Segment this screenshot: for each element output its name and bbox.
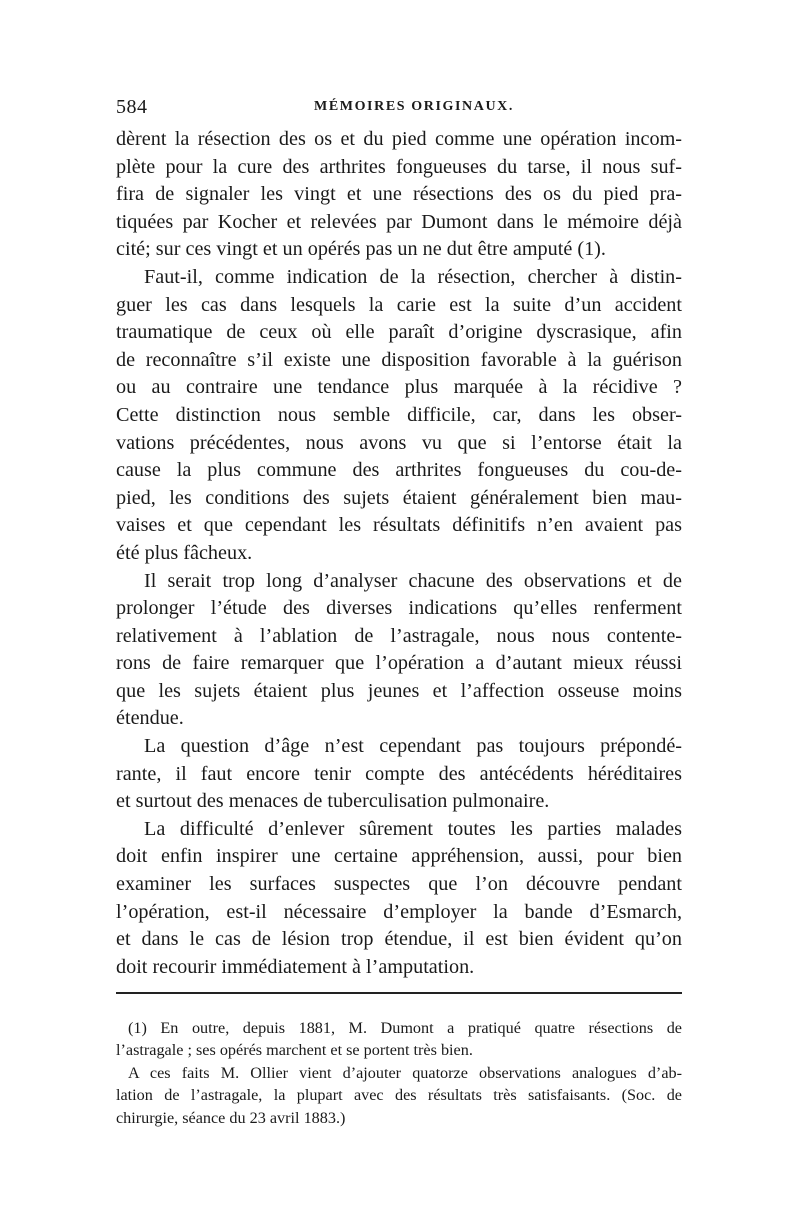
- text-line: vaises et que cependant les résultats définitifs n’en avaient pas: [116, 514, 682, 537]
- text-line: dèrent la résection des os et du pied comme une opération incom-: [116, 128, 682, 150]
- text-line: La question d’âge n’est cependant pas toujours prépondé-: [144, 735, 682, 758]
- text-line: ou au contraire une tendance plus marquée à la récidive ?: [116, 376, 682, 399]
- text-line: doit recourir immédiatement à l’amputation.: [116, 955, 475, 978]
- body-text: [116, 126, 682, 981]
- text-line: Il serait trop long d’analyser chacune des observations et de: [144, 569, 682, 592]
- text-line: Faut-il, comme indication de la résection, chercher à distin-: [144, 265, 682, 288]
- text-line: vations précédentes, nous avons vu que si l’entorse était la: [116, 431, 682, 454]
- text-line: La difficulté d’enlever sûrement toutes les parties malades: [144, 817, 682, 840]
- paragraph-5: [116, 816, 682, 982]
- text-line: prolonger l’étude des diverses indications qu’elles renferment: [116, 597, 682, 620]
- footnote-line: lation de l’astragale, la plupart avec des résultats très satisfaisants. (Soc. de: [116, 1086, 682, 1105]
- text-line: été plus fâcheux.: [116, 541, 253, 564]
- text-line: pied, les conditions des sujets étaient généralement bien mau-: [116, 486, 682, 509]
- paragraph-1: [116, 126, 682, 264]
- paragraph-4: [116, 733, 682, 816]
- text-line: cité; sur ces vingt et un opérés pas un ne dut être amputé (1).: [116, 238, 606, 261]
- footnote-1: [116, 1017, 682, 1062]
- running-title: MÉMOIRES ORIGINAUX.: [314, 99, 514, 114]
- footnote-2: [116, 1062, 682, 1129]
- page-number: 584: [116, 96, 148, 118]
- text-line: et dans le cas de lésion trop étendue, il est bien évident qu’on: [116, 928, 682, 951]
- footnote-separator-rule: [116, 992, 682, 994]
- page-header: [116, 96, 682, 120]
- text-line: tiquées par Kocher et relevées par Dumont dans le mémoire déjà: [116, 210, 682, 233]
- text-line: l’opération, est-il nécessaire d’employer la bande d’Esmarch,: [116, 900, 682, 923]
- footnote-line: (1) En outre, depuis 1881, M. Dumont a pratiqué quatre résections de: [128, 1019, 682, 1037]
- text-line: cause la plus commune des arthrites fongueuses du cou-de-: [116, 459, 682, 482]
- text-line: rons de faire remarquer que l’opération a d’autant mieux réussi: [116, 652, 682, 675]
- paragraph-3: [116, 568, 682, 734]
- text-line: guer les cas dans lesquels la carie est la suite d’un accident: [116, 293, 682, 316]
- paragraph-2: [116, 264, 682, 568]
- footnote-line: A ces faits M. Ollier vient d’ajouter quatorze observations analogues d’ab-: [128, 1063, 682, 1082]
- footnotes: [116, 1017, 682, 1129]
- text-line: examiner les surfaces suspectes que l’on découvre pendant: [116, 873, 682, 896]
- text-line: plète pour la cure des arthrites fongueuses du tarse, il nous suf-: [116, 155, 682, 178]
- text-line: et surtout des menaces de tuberculisation pulmonaire.: [116, 790, 550, 813]
- text-line: fira de signaler les vingt et une résections des os du pied pra-: [116, 183, 682, 206]
- text-line: doit enfin inspirer une certaine appréhension, aussi, pour bien: [116, 845, 682, 868]
- text-line: relativement à l’ablation de l’astragale, nous nous contente-: [116, 624, 682, 647]
- text-line: rante, il faut encore tenir compte des antécédents héréditaires: [116, 762, 682, 785]
- text-line: Cette distinction nous semble difficile, car, dans les obser-: [116, 403, 682, 426]
- footnote-line: chirurgie, séance du 23 avril 1883.): [116, 1108, 346, 1127]
- text-line: que les sujets étaient plus jeunes et l’affection osseuse moins: [116, 679, 682, 702]
- footnote-line: l’astragale ; ses opérés marchent et se portent très bien.: [116, 1041, 473, 1060]
- text-line: de reconnaître s’il existe une disposition favorable à la guérison: [116, 348, 682, 371]
- text-line: traumatique de ceux où elle paraît d’origine dyscrasique, afin: [116, 321, 682, 344]
- text-line: étendue.: [116, 707, 184, 730]
